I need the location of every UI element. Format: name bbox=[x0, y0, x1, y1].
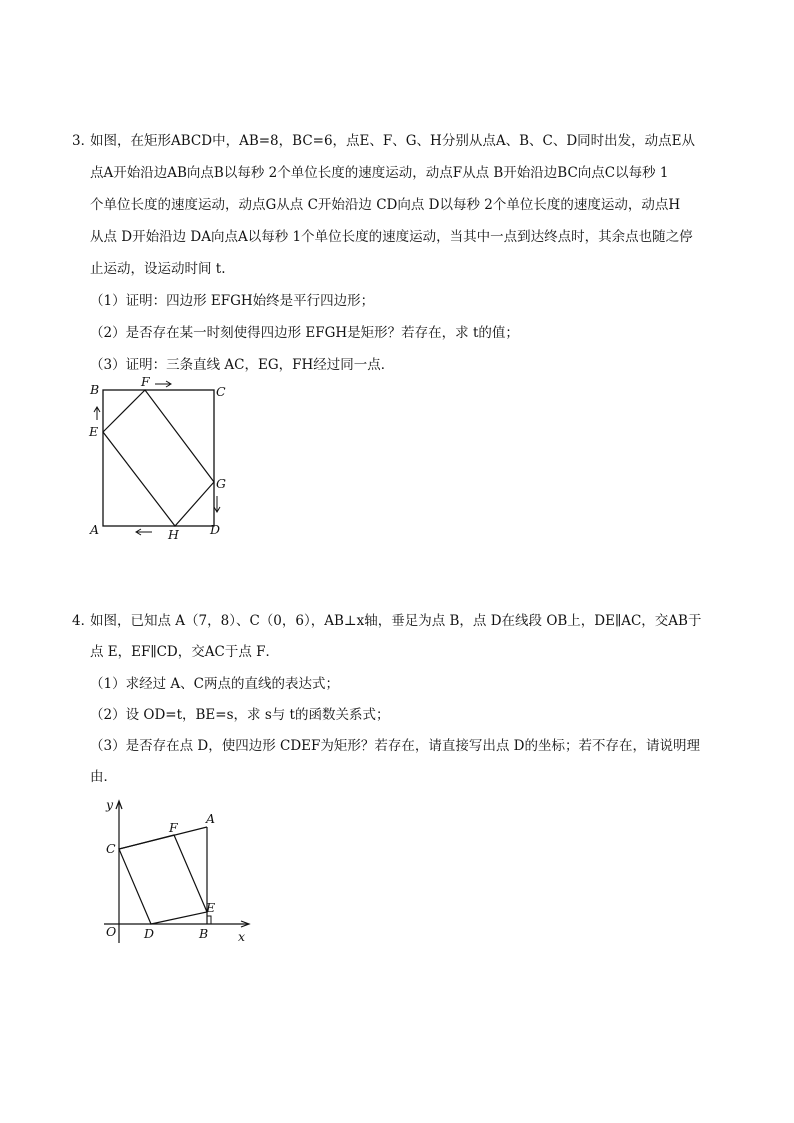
label-g: G bbox=[216, 476, 226, 491]
label-e: E bbox=[206, 900, 216, 915]
problem-3-line-1: 如图，在矩形ABCD中，AB=8，BC=6，点E、F、G、H分别从点A、B、C、D同时出发，动点E从 bbox=[90, 133, 696, 149]
problem-3-part-1: （1）证明：四边形 EFGH始终是平行四边形； bbox=[90, 293, 375, 309]
rectangle-abcd bbox=[103, 390, 214, 526]
label-h: H bbox=[168, 527, 179, 542]
problem-3-part-3: （3）证明：三条直线 AC，EG，FH经过同一点． bbox=[90, 357, 395, 373]
coordinate-figure bbox=[90, 795, 260, 955]
label-a: A bbox=[90, 522, 100, 537]
problem-4-line-2: 点 E，EF∥CD，交AC于点 F． bbox=[90, 644, 279, 660]
label-a: A bbox=[206, 811, 216, 826]
label-c: C bbox=[106, 841, 116, 856]
problem-4-part-3-continued: 由． bbox=[90, 769, 117, 785]
problem-3-number: 3． bbox=[72, 133, 95, 149]
quadrilateral-cdef bbox=[119, 835, 207, 924]
problem-4-line-1: 如图，已知点 A（7，8）、C（0，6），AB⊥x轴，垂足为点 B，点 D在线段 OB上，DE∥AC，交AB于 bbox=[90, 613, 702, 629]
problem-4-part-1: （1）求经过 A、C两点的直线的表达式； bbox=[90, 676, 339, 692]
problem-4-part-2: （2）设 OD=t，BE=s，求 s与 t的函数关系式； bbox=[90, 707, 390, 723]
label-b: B bbox=[199, 926, 209, 941]
problem-3-part-2: （2）是否存在某一时刻使得四边形 EFGH是矩形？若存在，求 t的值； bbox=[90, 325, 519, 341]
label-y: y bbox=[106, 797, 114, 812]
label-f: F bbox=[169, 820, 178, 835]
problem-4-number: 4． bbox=[72, 613, 95, 629]
rectangle-figure bbox=[80, 372, 240, 552]
label-f: F bbox=[141, 374, 150, 389]
label-e: E bbox=[89, 424, 99, 439]
label-b: B bbox=[90, 382, 100, 397]
quadrilateral-efgh bbox=[103, 390, 214, 526]
label-x: x bbox=[238, 929, 246, 944]
problem-4-part-3: （3）是否存在点 D，使四边形 CDEF为矩形？若存在，请直接写出点 D的坐标；若不存在，请说明理 bbox=[90, 738, 700, 754]
label-c: C bbox=[216, 384, 226, 399]
problem-3-line-5: 止运动，设运动时间 t. bbox=[90, 261, 226, 277]
label-d: D bbox=[210, 522, 221, 537]
right-angle-mark bbox=[207, 916, 211, 924]
problem-3-line-2: 点A开始沿边AB向点B以每秒 2个单位长度的速度运动，动点F从点 B开始沿边BC向点C以每秒 1 bbox=[90, 165, 669, 181]
problem-3-line-3: 个单位长度的速度运动，动点G从点 C开始沿边 CD向点 D以每秒 2个单位长度的速度运动，动点H bbox=[90, 197, 681, 213]
label-o: O bbox=[106, 924, 117, 939]
label-d: D bbox=[144, 926, 155, 941]
problem-3-line-4: 从点 D开始沿边 DA向点A以每秒 1个单位长度的速度运动，当其中一点到达终点时，其余点也随之停 bbox=[90, 229, 693, 245]
